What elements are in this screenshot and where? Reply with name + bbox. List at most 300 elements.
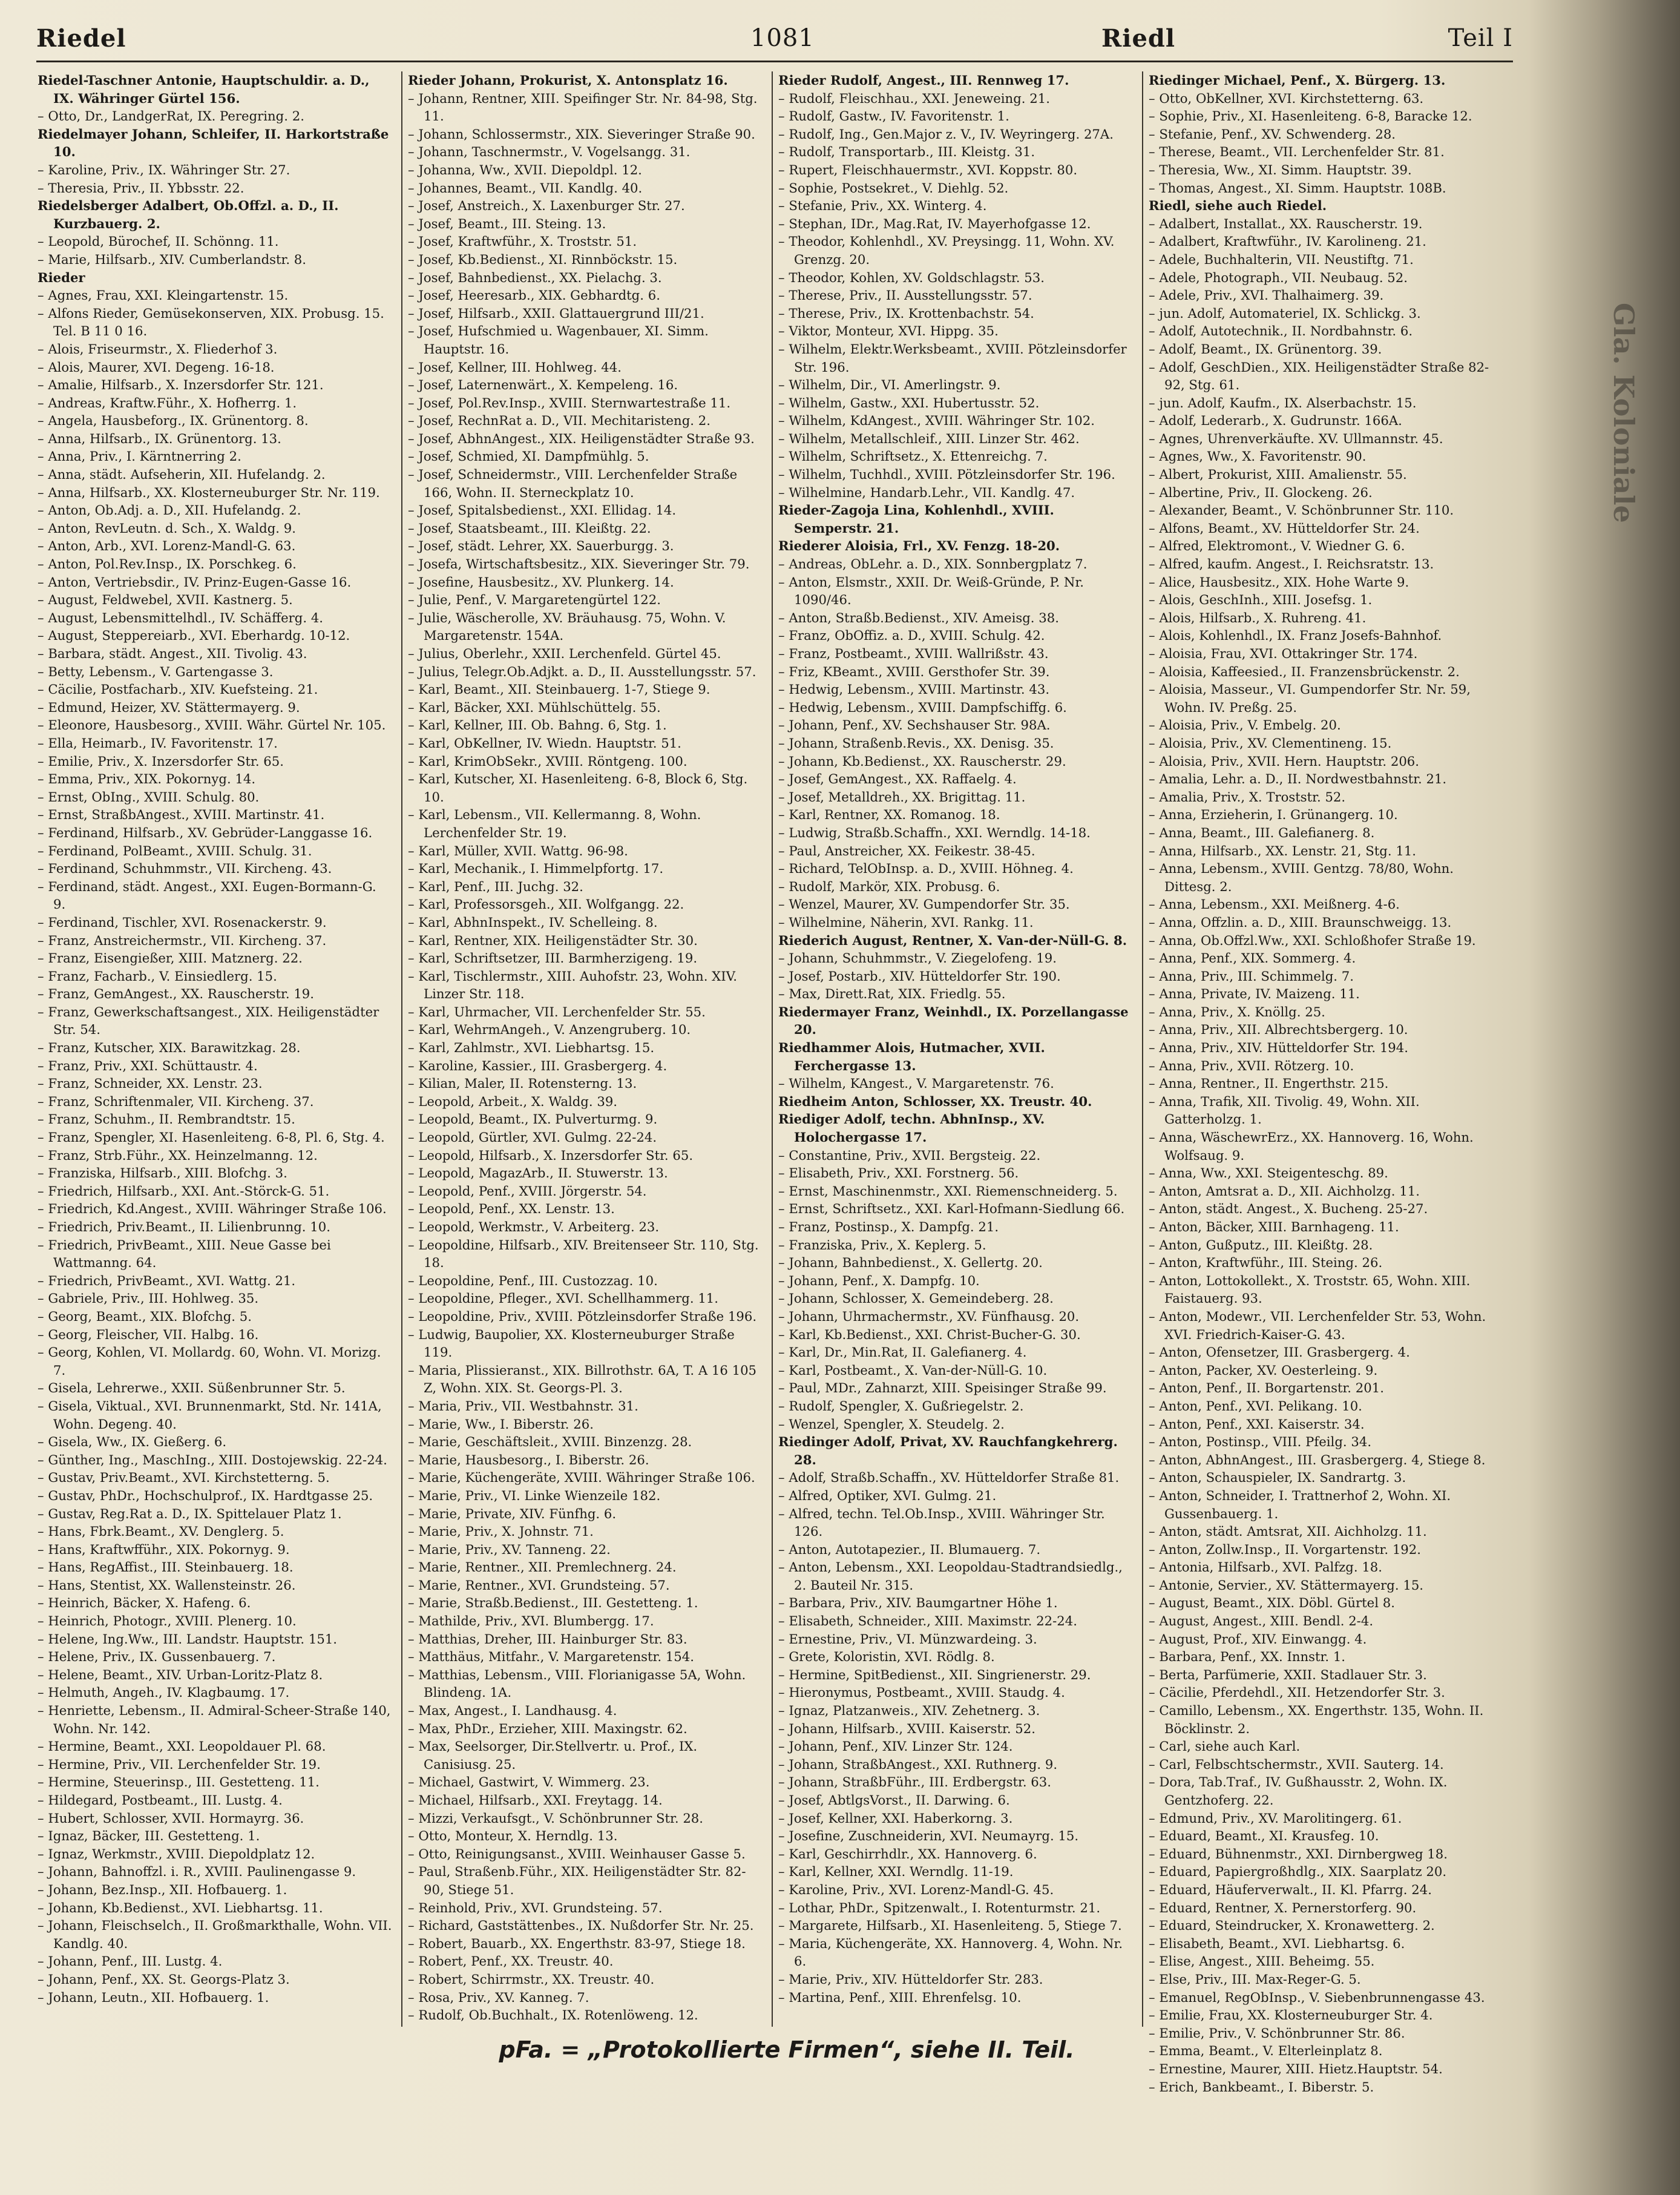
directory-entry: – Ludwig, Baupolier, XX. Klosterneuburger Straße 119.: [408, 1326, 735, 1360]
directory-entry: – Julie, Wäscherolle, XV. Bräuhausg. 75, Wohn. V. Margaretenstr. 154A.: [408, 610, 726, 643]
directory-entry: – Amalia, Lehr. a. D., II. Nordwestbahnstr. 21.: [1149, 771, 1447, 787]
directory-entry: – Edmund, Priv., XV. Marolitingerg. 61.: [1149, 1810, 1402, 1826]
directory-entry: – Julie, Penf., V. Margaretengürtel 122.: [408, 592, 661, 608]
directory-entry: – Karl, Lebensm., VII. Kellermanng. 8, Wohn. Lerchenfelder Str. 19.: [408, 807, 701, 840]
directory-entry: – August, Beamt., XIX. Döbl. Gürtel 8.: [1149, 1595, 1395, 1611]
directory-entry: – Elisabeth, Schneider., XIII. Maximstr. 22-24.: [778, 1613, 1077, 1629]
directory-entry: – Leopold, Werkmstr., V. Arbeiterg. 23.: [408, 1219, 660, 1234]
directory-entry: – Rudolf, Transportarb., III. Kleistg. 31.: [778, 144, 1035, 160]
directory-entry: – Paul, MDr., Zahnarzt, XIII. Speisinger Straße 99.: [778, 1380, 1107, 1396]
directory-entry: – Ignaz, Werkmstr., XVIII. Diepoldplatz 12.: [38, 1846, 315, 1861]
directory-entry: – Matthias, Lebensm., VIII. Florianigasse 5A, Wohn. Blindeng. 1A.: [408, 1667, 746, 1700]
directory-entry: – Anton, AbhnAngest., III. Grasbergerg. 4, Stiege 8.: [1149, 1452, 1486, 1467]
directory-entry: – Marie, Rentner., XVI. Grundsteing. 57.: [408, 1577, 670, 1593]
directory-entry: – Paul, Anstreicher, XX. Feikestr. 38-45.: [778, 843, 1035, 858]
directory-entry: – Aloisia, Priv., XVII. Hern. Hauptstr. 206.: [1149, 753, 1420, 769]
directory-entry: – Marie, Hilfsarb., XIV. Cumberlandstr. 8.: [38, 251, 307, 267]
directory-entry: – Anna, Ww., XXI. Steigenteschg. 89.: [1149, 1165, 1388, 1181]
directory-entry: – Karl, AbhnInspekt., IV. Schelleing. 8.: [408, 914, 658, 930]
directory-entry: Riedel-Taschner Antonie, Hauptschuldir. a. D., IX. Währinger Gürtel 156.: [38, 73, 370, 106]
directory-entry: – Alfons Rieder, Gemüsekonserven, XIX. Probusg. 15. Tel. B 11 0 16.: [38, 305, 384, 339]
directory-entry: – Anna, städt. Aufseherin, XII. Hufelandg. 2.: [38, 467, 326, 482]
directory-entry: – Hans, Stentist, XX. Wallensteinstr. 26.: [38, 1577, 296, 1593]
directory-entry: – Anna, Penf., XIX. Sommerg. 4.: [1149, 950, 1356, 966]
column-1: [38, 71, 392, 2027]
directory-entry: – Betty, Lebensm., V. Gartengasse 3.: [38, 663, 274, 679]
directory-entry: – Johann, Rentner, XIII. Speifinger Str. Nr. 84-98, Stg. 11.: [408, 90, 758, 124]
directory-entry: Riederer Aloisia, Frl., XV. Fenzg. 18-20.: [778, 538, 1060, 554]
directory-entry: – Rudolf, Markör, XIX. Probusg. 6.: [778, 878, 1000, 894]
directory-entry: – Leopold, Penf., XX. Lenstr. 13.: [408, 1201, 615, 1217]
directory-entry: – Leopold, Gürtler, XVI. Gulmg. 22-24.: [408, 1130, 657, 1145]
directory-entry: – Johann, Schlossermstr., XIX. Sieveringer Straße 90.: [408, 126, 755, 142]
directory-entry: – Emilie, Frau, XX. Klosterneuburger Str. 4.: [1149, 2007, 1433, 2023]
directory-entry: – Maria, Küchengeräte, XX. Hannoverg. 4, Wohn. Nr. 6.: [778, 1935, 1123, 1969]
directory-entry: – Leopold, Hilfsarb., X. Inzersdorfer Str. 65.: [408, 1147, 694, 1163]
directory-entry: – Anton, Pol.Rev.Insp., IX. Porschkeg. 6.: [38, 556, 297, 572]
directory-entry: – Johann, Kb.Bedienst., XX. Rauscherstr. 29.: [778, 753, 1066, 769]
directory-entry: – Franziska, Priv., X. Keplerg. 5.: [778, 1237, 986, 1252]
directory-entry: – Karl, Tischlermstr., XIII. Auhofstr. 23, Wohn. XIV. Linzer Str. 118.: [408, 968, 737, 1002]
directory-entry: – Anna, Priv., III. Schimmelg. 7.: [1149, 968, 1354, 984]
directory-entry: – Helmuth, Angeh., IV. Klagbaumg. 17.: [38, 1685, 290, 1700]
directory-entry: Riederich August, Rentner, X. Van-der-Nüll-G. 8.: [778, 932, 1127, 948]
directory-entry: – Johann, Leutn., XII. Hofbauerg. 1.: [38, 1989, 269, 2005]
directory-entry: – Anton, Straßb.Bedienst., XIV. Ameisg. 38.: [778, 610, 1059, 625]
directory-entry: – August, Lebensmittelhdl., IV. Schäfferg. 4.: [38, 610, 324, 625]
directory-entry: – Johann, Hilfsarb., XVIII. Kaiserstr. 52.: [778, 1720, 1035, 1736]
directory-entry: – Therese, Beamt., VII. Lerchenfelder Str. 81.: [1149, 144, 1445, 160]
directory-entry: – Elisabeth, Priv., XXI. Forstnerg. 56.: [778, 1165, 1019, 1181]
directory-entry: – Josef, Postarb., XIV. Hütteldorfer Str. 190.: [778, 968, 1061, 984]
directory-entry: – Ella, Heimarb., IV. Favoritenstr. 17.: [38, 735, 278, 751]
directory-entry: – Anton, Arb., XVI. Lorenz-Mandl-G. 63.: [38, 538, 296, 554]
directory-entry: – Marie, Private, XIV. Fünfhg. 6.: [408, 1506, 617, 1521]
directory-entry: – Josefine, Hausbesitz., XV. Plunkerg. 14.: [408, 574, 674, 590]
directory-entry: Riedinger Adolf, Privat, XV. Rauchfangkehrerg. 28.: [778, 1434, 1118, 1467]
directory-entry: – Eduard, Rentner, X. Pernerstorferg. 90.: [1149, 1900, 1417, 1915]
directory-entry: – Franz, Priv., XXI. Schüttaustr. 4.: [38, 1058, 258, 1073]
directory-entry: – Karl, Rentner, XIX. Heiligenstädter Str. 30.: [408, 932, 698, 948]
directory-entry: – Alois, GeschInh., XIII. Josefsg. 1.: [1149, 592, 1373, 608]
directory-entry: – Hans, RegAffist., III. Steinbauerg. 18.: [38, 1559, 294, 1575]
directory-entry: – Hildegard, Postbeamt., III. Lustg. 4.: [38, 1792, 283, 1808]
directory-entry: – Ferdinand, Schuhmmstr., VII. Kircheng. 43.: [38, 861, 332, 877]
directory-entry: – Karl, Rentner, XX. Romanog. 18.: [778, 807, 1000, 823]
directory-entry: – Helene, Beamt., XIV. Urban-Loritz-Platz 8.: [38, 1667, 323, 1682]
directory-entry: – Franz, Schriftenmaler, VII. Kircheng. 37.: [38, 1093, 314, 1109]
directory-entry: – Anna, Hilfsarb., XX. Lenstr. 21, Stg. 11.: [1149, 843, 1417, 858]
directory-entry: – Eleonore, Hausbesorg., XVIII. Währ. Gürtel Nr. 105.: [38, 717, 386, 733]
directory-entry: – Anton, Bäcker, XIII. Barnhageng. 11.: [1149, 1219, 1399, 1234]
column-2: [408, 71, 763, 2027]
directory-entry: – Karoline, Kassier., III. Grasbergerg. 4.: [408, 1058, 668, 1073]
directory-entry: – Josef, Spitalsbedienst., XXI. Ellidag. 14.: [408, 502, 677, 518]
directory-entry: – Alexander, Beamt., V. Schönbrunner Str. 110.: [1149, 502, 1454, 518]
directory-entry: – Karl, KrimObSekr., XVIII. Röntgeng. 100.: [408, 753, 687, 769]
directory-entry: – Josef, Kellner, III. Hohlweg. 44.: [408, 359, 622, 375]
directory-entry: – Angela, Hausbeforg., IX. Grünentorg. 8.: [38, 413, 309, 429]
directory-entry: – Anton, Schauspieler, IX. Sandrartg. 3.: [1149, 1470, 1406, 1486]
directory-entry: – Hubert, Schlosser, XVII. Hormayrg. 36.: [38, 1810, 304, 1826]
directory-entry: – Josef, Schmied, XI. Dampfmühlg. 5.: [408, 449, 649, 464]
directory-entry: – Sophie, Postsekret., V. Diehlg. 52.: [778, 180, 1009, 196]
volume-label: Teil I: [1448, 24, 1513, 52]
directory-entry: – Hermine, Steuerinsp., III. Gestetteng. 11.: [38, 1774, 320, 1790]
directory-entry: – Gustav, PhDr., Hochschulprof., IX. Hardtgasse 25.: [38, 1487, 373, 1503]
directory-entry: – Camillo, Lebensm., XX. Engerthstr. 135, Wohn. II. Böcklinstr. 2.: [1149, 1703, 1484, 1736]
directory-entry: – Ernst, Schriftsetz., XXI. Karl-Hofmann-Siedlung 66.: [778, 1201, 1125, 1217]
directory-entry: – Marie, Straßb.Bedienst., III. Gestetteng. 1.: [408, 1595, 698, 1611]
directory-entry: – Ferdinand, Tischler, XVI. Rosenackerstr. 9.: [38, 914, 327, 930]
directory-entry: – Hermine, Priv., VII. Lerchenfelder Str. 19.: [38, 1756, 321, 1772]
directory-entry: – Matthias, Dreher, III. Hainburger Str. 83.: [408, 1631, 687, 1647]
directory-entry: – Anna, WäschewrErz., XX. Hannoverg. 16, Wohn. Wolfsaug. 9.: [1149, 1130, 1474, 1163]
directory-entry: – Mathilde, Priv., XVI. Blumbergg. 17.: [408, 1613, 654, 1629]
directory-entry: – Rudolf, Ob.Buchhalt., IX. Rotenlöweng. 12.: [408, 2007, 698, 2023]
directory-entry: – Johann, Bez.Insp., XII. Hofbauerg. 1.: [38, 1881, 287, 1897]
directory-entry: – Anton, Lottokollekt., X. Troststr. 65, Wohn. XIII. Faistauerg. 93.: [1149, 1272, 1471, 1306]
directory-entry: – Anton, Postinsp., VIII. Pfeilg. 34.: [1149, 1434, 1372, 1450]
directory-entry: – Franz, Anstreichermstr., VII. Kircheng. 37.: [38, 932, 327, 948]
directory-entry: – Viktor, Monteur, XVI. Hippg. 35.: [778, 323, 999, 339]
directory-entry: – Anna, Trafik, XII. Tivolig. 49, Wohn. XII. Gatterholzg. 1.: [1149, 1093, 1420, 1127]
directory-entry: – Franz, Postbeamt., XVIII. Wallrißstr. 43.: [778, 646, 1049, 661]
directory-entry: – Marie, Geschäftsleit., XVIII. Binzenzg. 28.: [408, 1434, 692, 1450]
directory-entry: – Agnes, Frau, XXI. Kleingartenstr. 15.: [38, 288, 289, 303]
directory-entry: – Josef, Anstreich., X. Laxenburger Str. 27.: [408, 198, 685, 214]
directory-entry: – Anna, Hilfsarb., XX. Klosterneuburger Str. Nr. 119.: [38, 484, 380, 500]
directory-entry: – Hedwig, Lebensm., XVIII. Martinstr. 43.: [778, 682, 1050, 697]
directory-entry: – Amalia, Priv., X. Troststr. 52.: [1149, 789, 1346, 805]
directory-entry: – Rosa, Priv., XV. Kanneg. 7.: [408, 1989, 589, 2005]
directory-entry: – Karl, Beamt., XII. Steinbauerg. 1-7, Stiege 9.: [408, 682, 710, 697]
directory-entry: – Wilhelm, Tuchhdl., XVIII. Pötzleinsdorfer Str. 196.: [778, 467, 1115, 482]
directory-entry: – Karl, Schriftsetzer, III. Barmherzigeng. 19.: [408, 950, 698, 966]
directory-entry: – Josef, Metalldreh., XX. Brigittag. 11.: [778, 789, 1026, 805]
directory-entry: – Marie, Ww., I. Biberstr. 26.: [408, 1416, 594, 1432]
directory-entry: – Johann, StraßbFühr., III. Erdbergstr. 63.: [778, 1774, 1051, 1790]
directory-entry: – Max, PhDr., Erzieher, XIII. Maxingstr. 62.: [408, 1720, 687, 1736]
directory-entry: – Michael, Hilfsarb., XXI. Freytagg. 14.: [408, 1792, 663, 1808]
directory-entry: Riedelmayer Johann, Schleifer, II. Harkortstraße 10.: [38, 126, 389, 160]
directory-entry: – Johann, StraßbAngest., XXI. Ruthnerg. 9.: [778, 1756, 1058, 1772]
directory-entry: – Anton, Penf., XVI. Pelikang. 10.: [1149, 1398, 1362, 1413]
directory-entry: – Anna, Priv., X. Knöllg. 25.: [1149, 1004, 1325, 1019]
directory-entry: – Friedrich, Kd.Angest., XVIII. Währinger Straße 106.: [38, 1201, 387, 1217]
directory-entry: – Karl, Mechanik., I. Himmelpfortg. 17.: [408, 861, 664, 877]
directory-entry: – Leopoldine, Hilfsarb., XIV. Breitenseer Str. 110, Stg. 18.: [408, 1237, 759, 1271]
directory-entry: – Karl, Zahlmstr., XVI. Liebhartsg. 15.: [408, 1040, 655, 1056]
directory-entry: – Sophie, Priv., XI. Hasenleiteng. 6-8, Baracke 12.: [1149, 108, 1472, 124]
directory-entry: – Andreas, Kraftw.Führ., X. Hofherrg. 1.: [38, 395, 297, 410]
directory-entry: – Franz, Spengler, XI. Hasenleiteng. 6-8, Pl. 6, Stg. 4.: [38, 1130, 385, 1145]
directory-entry: – Leopoldine, Priv., XVIII. Pötzleinsdorfer Straße 196.: [408, 1308, 757, 1324]
directory-entry: – Wilhelm, KdAngest., XVIII. Währinger Str. 102.: [778, 413, 1095, 429]
directory-entry: – Anna, Private, IV. Maizeng. 11.: [1149, 986, 1360, 1002]
directory-entry: – Otto, Dr., LandgerRat, IX. Peregring. 2.: [38, 108, 304, 124]
directory-entry: – Leopoldine, Pfleger., XVI. Schellhammerg. 11.: [408, 1291, 719, 1306]
column-3: [778, 71, 1133, 2027]
directory-entry: – Anton, Penf., II. Borgartenstr. 201.: [1149, 1380, 1384, 1396]
directory-entry: – Karl, Kutscher, XI. Hasenleiteng. 6-8, Block 6, Stg. 10.: [408, 771, 748, 805]
directory-entry: – Anton, Elsmstr., XXII. Dr. Weiß-Gründe, P. Nr. 1090/46.: [778, 574, 1084, 608]
directory-entry: – Julius, Telegr.Ob.Adjkt. a. D., II. Ausstellungsstr. 57.: [408, 663, 756, 679]
directory-entry: – Ernestine, Priv., VI. Münzwardeing. 3.: [778, 1631, 1037, 1647]
directory-entry: – Agnes, Ww., X. Favoritenstr. 90.: [1149, 449, 1367, 464]
directory-entry: – Johann, Penf., XIV. Linzer Str. 124.: [778, 1739, 1013, 1754]
directory-entry: – Carl, siehe auch Karl.: [1149, 1739, 1301, 1754]
directory-entry: – Ferdinand, PolBeamt., XVIII. Schulg. 31.: [38, 843, 312, 858]
directory-entry: – Leopold, Beamt., IX. Pulverturmg. 9.: [408, 1111, 658, 1127]
directory-entry: – Franz, Eisengießer, XIII. Matznerg. 22.: [38, 950, 303, 966]
directory-entry: – Franziska, Hilfsarb., XIII. Blofchg. 3.: [38, 1165, 287, 1181]
directory-entry: – Theresia, Priv., II. Ybbsstr. 22.: [38, 180, 244, 196]
directory-entry: Riedinger Michael, Penf., X. Bürgerg. 13.: [1149, 73, 1446, 88]
directory-entry: – Franz, Schneider, XX. Lenstr. 23.: [38, 1076, 263, 1091]
directory-entry: – Franz, GemAngest., XX. Rauscherstr. 19.: [38, 986, 315, 1002]
directory-entry: – Anton, Modewr., VII. Lerchenfelder Str. 53, Wohn. XVI. Friedrich-Kaiser-G. 43.: [1149, 1308, 1486, 1342]
directory-entry: – Stefanie, Priv., XX. Winterg. 4.: [778, 198, 987, 214]
directory-entry: – Josef, Heeresarb., XIX. Gebhardtg. 6.: [408, 288, 660, 303]
directory-entry: – Anton, Penf., XXI. Kaiserstr. 34.: [1149, 1416, 1365, 1432]
directory-entry: – Theodor, Kohlenhdl., XV. Preysingg. 11, Wohn. XV. Grenzg. 20.: [778, 234, 1115, 267]
directory-entry: – Georg, Beamt., XIX. Blofchg. 5.: [38, 1308, 252, 1324]
directory-entry: – August, Steppereiarb., XVI. Eberhardg. 10-12.: [38, 628, 350, 643]
directory-entry: – Erich, Bankbeamt., I. Biberstr. 5.: [1149, 2079, 1374, 2095]
directory-entry: – Anton, Lebensm., XXI. Leopoldau-Stadtrandsiedlg., 2. Bauteil Nr. 315.: [778, 1559, 1123, 1593]
directory-entry: – Stefanie, Penf., XV. Schwenderg. 28.: [1149, 126, 1396, 142]
directory-entry: – Robert, Schirrmstr., XX. Treustr. 40.: [408, 1971, 655, 1987]
directory-entry: – Johann, Fleischselch., II. Großmarkthalle, Wohn. VII. Kandlg. 40.: [38, 1918, 392, 1951]
directory-entry: – Robert, Penf., XX. Treustr. 40.: [408, 1953, 614, 1969]
directory-entry: – Wilhelm, Elektr.Werksbeamt., XVIII. Pötzleinsdorfer Str. 196.: [778, 341, 1127, 375]
directory-entry: – Theresia, Ww., XI. Simm. Hauptstr. 39.: [1149, 162, 1412, 177]
directory-entry: – Adolf, Lederarb., X. Gudrunstr. 166A.: [1149, 413, 1402, 429]
directory-entry: – Friedrich, PrivBeamt., XIII. Neue Gasse bei Wattmanng. 64.: [38, 1237, 331, 1271]
directory-entry: – Anton, RevLeutn. d. Sch., X. Waldg. 9.: [38, 520, 296, 536]
directory-entry: – Adalbert, Kraftwführ., IV. Karolineng. 21.: [1149, 234, 1426, 249]
directory-entry: – Josef, Kraftwführ., X. Troststr. 51.: [408, 234, 637, 249]
directory-entry: – Elisabeth, Beamt., XVI. Liebhartsg. 6.: [1149, 1935, 1405, 1951]
directory-entry: – Josef, RechnRat a. D., VII. Mechitaristeng. 2.: [408, 413, 710, 429]
directory-entry: – Aloisia, Priv., XV. Clementineng. 15.: [1149, 735, 1392, 751]
directory-entry: – Emilie, Priv., V. Schönbrunner Str. 86.: [1149, 2025, 1405, 2041]
directory-entry: Rieder Rudolf, Angest., III. Rennweg 17.: [778, 73, 1069, 88]
directory-entry: – Karl, Kellner, XXI. Werndlg. 11-19.: [778, 1864, 1014, 1880]
directory-entry: – Adolf, Straßb.Schaffn., XV. Hütteldorfer Straße 81.: [778, 1470, 1120, 1486]
directory-entry: – Anton, Zollw.Insp., II. Vorgartenstr. 192.: [1149, 1541, 1422, 1557]
footer-note: pFa. = „Protokollierte Firmen“, siehe II. Teil.: [499, 2036, 1075, 2063]
directory-entry: – Antonia, Hilfsarb., XVI. Palfzg. 18.: [1149, 1559, 1383, 1575]
directory-entry: – Rudolf, Ing., Gen.Major z. V., IV. Weyringerg. 27A.: [778, 126, 1114, 142]
directory-entry: – Elise, Angest., XIII. Beheimg. 55.: [1149, 1953, 1375, 1969]
directory-entry: – Carl, Felbschtschermstr., XVII. Sauterg. 14.: [1149, 1756, 1444, 1772]
directory-entry: – Johann, Taschnermstr., V. Vogelsangg. 31.: [408, 144, 691, 160]
directory-entry: – Hedwig, Lebensm., XVIII. Dampfschiffg. 6.: [778, 699, 1067, 715]
directory-entry: – Emilie, Priv., X. Inzersdorfer Str. 65.: [38, 753, 284, 769]
directory-entry: – Rudolf, Fleischhau., XXI. Jeneweing. 21.: [778, 90, 1050, 106]
directory-entry: – Franz, Gewerkschaftsangest., XIX. Heiligenstädter Str. 54.: [38, 1004, 379, 1038]
directory-entry: – Julius, Oberlehr., XXII. Lerchenfeld. Gürtel 45.: [408, 646, 721, 661]
directory-entry: – Antonie, Servier., XV. Stättermayerg. 15.: [1149, 1577, 1424, 1593]
directory-entry: – Aloisia, Masseur., VI. Gumpendorfer Str. Nr. 59, Wohn. IV. Preßg. 25.: [1149, 682, 1471, 715]
column-4: [1149, 71, 1503, 2095]
directory-entry: – Marie, Rentner., XII. Premlechnerg. 24.: [408, 1559, 677, 1575]
directory-entry: – Johann, Schlosser, X. Gemeindeberg. 28.: [778, 1291, 1054, 1306]
directory-entry: – Marie, Priv., XV. Tanneng. 22.: [408, 1541, 611, 1557]
directory-entry: – Johannes, Beamt., VII. Kandlg. 40.: [408, 180, 643, 196]
directory-entry: – Andreas, ObLehr. a. D., XIX. Sonnbergplatz 7.: [778, 556, 1088, 572]
directory-entry: – Karl, Penf., III. Juchg. 32.: [408, 878, 583, 894]
directory-entry: – Josef, AbtlgsVorst., II. Darwing. 6.: [778, 1792, 1010, 1808]
directory-entry: – Josef, Pol.Rev.Insp., XVIII. Sternwartestraße 11.: [408, 395, 731, 410]
directory-entry: – Anton, Amtsrat a. D., XII. Aichholzg. 11.: [1149, 1183, 1420, 1199]
directory-entry: – Otto, Monteur, X. Herndlg. 13.: [408, 1828, 618, 1844]
directory-entry: – Johann, Uhrmachermstr., XV. Fünfhausg. 20.: [778, 1308, 1080, 1324]
directory-entry: – Hieronymus, Postbeamt., XVIII. Staudg. 4.: [778, 1685, 1065, 1700]
directory-entry: – Helene, Ing.Ww., III. Landstr. Hauptstr. 151.: [38, 1631, 338, 1647]
directory-entry: – Anna, Lebensm., XXI. Meißnerg. 4-6.: [1149, 897, 1400, 912]
directory-entry: – Martina, Penf., XIII. Ehrenfelsg. 10.: [778, 1989, 1022, 2005]
directory-entry: – Rudolf, Spengler, X. Gußriegelstr. 2.: [778, 1398, 1024, 1413]
directory-entry: – Otto, ObKellner, XVI. Kirchstetterng. 63.: [1149, 90, 1424, 106]
directory-entry: – Josef, AbhnAngest., XIX. Heiligenstädter Straße 93.: [408, 430, 755, 446]
directory-entry: – Josef, Schneidermstr., VIII. Lerchenfelder Straße 166, Wohn. II. Sterneckplatz 10.: [408, 467, 738, 500]
directory-entry: – Stephan, IDr., Mag.Rat, IV. Mayerhofgasse 12.: [778, 216, 1091, 231]
directory-entry: – Friedrich, Priv.Beamt., II. Lilienbrunng. 10.: [38, 1219, 330, 1234]
directory-entry: – Eduard, Beamt., XI. Krausfeg. 10.: [1149, 1828, 1379, 1844]
directory-entry: – Ludwig, Straßb.Schaffn., XXI. Werndlg. 14-18.: [778, 824, 1091, 840]
page-edge-bleed-text: Gla. Koloniale: [1607, 303, 1640, 523]
directory-entry: – Johann, Straßenb.Revis., XX. Denisg. 35.: [778, 735, 1054, 751]
column-divider: [1142, 71, 1143, 2027]
directory-entry: – Theodor, Kohlen, XV. Goldschlagstr. 53.: [778, 269, 1045, 285]
directory-entry: – Karl, Uhrmacher, VII. Lerchenfelder Str. 55.: [408, 1004, 706, 1019]
directory-entry: – Karl, Professorsgeh., XII. Wolfgangg. 22.: [408, 897, 684, 912]
directory-entry: – Leopold, Arbeit., X. Waldg. 39.: [408, 1093, 618, 1109]
directory-entry: Riediger Adolf, techn. AbhnInsp., XV. Holochergasse 17.: [778, 1111, 1045, 1145]
directory-entry: – Josef, Kb.Bedienst., XI. Rinnböckstr. 15.: [408, 251, 678, 267]
directory-entry: – Alfred, kaufm. Angest., I. Reichsratstr. 13.: [1149, 556, 1434, 572]
directory-entry: – Wenzel, Maurer, XV. Gumpendorfer Str. 35.: [778, 897, 1070, 912]
directory-entry: – Anton, Schneider, I. Trattnerhof 2, Wohn. XI. Gussenbauerg. 1.: [1149, 1487, 1451, 1521]
directory-entry: – Anna, Offzlin. a. D., XIII. Braunschweigg. 13.: [1149, 914, 1452, 930]
directory-entry: – Josef, Kellner, XXI. Haberkorng. 3.: [778, 1810, 1013, 1826]
directory-entry: – Eduard, Häuferverwalt., II. Kl. Pfarrg. 24.: [1149, 1881, 1432, 1897]
directory-entry: – Alois, Maurer, XVI. Degeng. 16-18.: [38, 359, 275, 375]
directory-entry: – Ferdinand, städt. Angest., XXI. Eugen-Bormann-G. 9.: [38, 878, 376, 912]
directory-entry: – Adele, Buchhalterin, VII. Neustiftg. 71.: [1149, 251, 1414, 267]
directory-entry: – Eduard, Papiergroßhdlg., XIX. Saarplatz 20.: [1149, 1864, 1447, 1880]
directory-entry: – Barbara, Priv., XIV. Baumgartner Höhe 1.: [778, 1595, 1058, 1611]
directory-entry: Riedl, siehe auch Riedel.: [1149, 198, 1327, 214]
directory-entry: – Anna, Erzieherin, I. Grünangerg. 10.: [1149, 807, 1398, 823]
directory-entry: – Rupert, Fleischhauermstr., XVI. Koppstr. 80.: [778, 162, 1078, 177]
directory-entry: – Alfons, Beamt., XV. Hütteldorfer Str. 24.: [1149, 520, 1420, 536]
directory-entry: – Anna, Priv., XVII. Rötzerg. 10.: [1149, 1058, 1354, 1073]
directory-entry: – Georg, Kohlen, VI. Mollardg. 60, Wohn. VI. Morizg. 7.: [38, 1344, 381, 1378]
directory-entry: – Mizzi, Verkaufsgt., V. Schönbrunner Str. 28.: [408, 1810, 704, 1826]
directory-entry: – Richard, Gaststättenbes., IX. Nußdorfer Str. Nr. 25.: [408, 1918, 754, 1933]
directory-entry: – Wilhelm, KAngest., V. Margaretenstr. 76.: [778, 1076, 1054, 1091]
directory-entry: – Gustav, Priv.Beamt., XVI. Kirchstetterng. 5.: [38, 1470, 330, 1486]
directory-entry: – Adolf, Autotechnik., II. Nordbahnstr. 6.: [1149, 323, 1413, 339]
directory-entry: – Alois, Hilfsarb., X. Ruhreng. 41.: [1149, 610, 1367, 625]
directory-entry: – Adele, Priv., XVI. Thalhaimerg. 39.: [1149, 288, 1384, 303]
directory-entry: – Aloisia, Kaffeesied., II. Franzensbrückenstr. 2.: [1149, 663, 1460, 679]
running-head-right: Riedl: [1101, 24, 1176, 53]
page-number: 1081: [750, 24, 815, 52]
directory-entry: – Josef, städt. Lehrer, XX. Sauerburgg. 3.: [408, 538, 674, 554]
directory-entry: – Hermine, Beamt., XXI. Leopoldauer Pl. 68.: [38, 1739, 326, 1754]
directory-entry: – Alfred, techn. Tel.Ob.Insp., XVIII. Währinger Str. 126.: [778, 1506, 1105, 1539]
directory-entry: – Josef, GemAngest., XX. Raffaelg. 4.: [778, 771, 1017, 787]
directory-entry: Riedermayer Franz, Weinhdl., IX. Porzellangasse 20.: [778, 1004, 1129, 1038]
directory-entry: – Helene, Priv., IX. Gussenbauerg. 7.: [38, 1649, 276, 1665]
directory-entry: – jun. Adolf, Automateriel, IX. Schlickg. 3.: [1149, 305, 1421, 321]
directory-entry: – Josef, Beamt., III. Steing. 13.: [408, 216, 606, 231]
directory-entry: – Franz, ObOffiz. a. D., XVIII. Schulg. 42.: [778, 628, 1045, 643]
directory-entry: – Kilian, Maler, II. Rotensterng. 13.: [408, 1076, 637, 1091]
directory-entry: – Johann, Penf., X. Dampfg. 10.: [778, 1272, 980, 1288]
directory-entry: – Henriette, Lebensm., II. Admiral-Scheer-Straße 140, Wohn. Nr. 142.: [38, 1703, 391, 1736]
directory-entry: – Gisela, Lehrerwe., XXII. Süßenbrunner Str. 5.: [38, 1380, 346, 1396]
directory-entry: – Anton, Vertriebsdir., IV. Prinz-Eugen-Gasse 16.: [38, 574, 352, 590]
directory-entry: – Anton, Autotapezier., II. Blumauerg. 7.: [778, 1541, 1041, 1557]
directory-entry: – Maria, Plissieranst., XIX. Billrothstr. 6A, T. A 16 105 Z, Wohn. XIX. St. Georgs-Pl. 3.: [408, 1362, 757, 1396]
directory-entry: – Max, Angest., I. Landhausg. 4.: [408, 1703, 617, 1719]
directory-entry: – Friedrich, PrivBeamt., XVI. Wattg. 21.: [38, 1272, 296, 1288]
directory-entry: – Margarete, Hilfsarb., XI. Hasenleiteng. 5, Stiege 7.: [778, 1918, 1122, 1933]
directory-entry: – Günther, Ing., MaschIng., XIII. Dostojewskig. 22-24.: [38, 1452, 387, 1467]
directory-entry: – Johann, Schuhmmstr., V. Ziegelofeng. 19.: [778, 950, 1057, 966]
directory-entry: – Ernst, Maschinenmstr., XXI. Riemenschneiderg. 5.: [778, 1183, 1118, 1199]
directory-entry: – Alois, Friseurmstr., X. Fliederhof 3.: [38, 341, 278, 357]
directory-entry: – Paul, Straßenb.Führ., XIX. Heiligenstädter Str. 82-90, Stiege 51.: [408, 1864, 746, 1897]
directory-entry: – Matthäus, Mitfahr., V. Margaretenstr. 154.: [408, 1649, 694, 1665]
directory-entry: – Marie, Priv., VI. Linke Wienzeile 182.: [408, 1487, 661, 1503]
directory-entry: – Therese, Priv., IX. Krottenbachstr. 54.: [778, 305, 1034, 321]
directory-entry: – Otto, Reinigungsanst., XVIII. Weinhauser Gasse 5.: [408, 1846, 746, 1861]
directory-entry: – Eduard, Bühnenmstr., XXI. Dirnbergweg 18.: [1149, 1846, 1448, 1861]
directory-entry: – Barbara, Penf., XX. Innstr. 1.: [1149, 1649, 1346, 1665]
directory-entry: – Ferdinand, Hilfsarb., XV. Gebrüder-Langgasse 16.: [38, 824, 373, 840]
directory-entry: – Karl, Postbeamt., X. Van-der-Nüll-G. 10.: [778, 1362, 1048, 1378]
directory-entry: – Friedrich, Hilfsarb., XXI. Ant.-Störck-G. 51.: [38, 1183, 330, 1199]
directory-entry: Rieder-Zagoja Lina, Kohlenhdl., XVIII. Semperstr. 21.: [778, 502, 1054, 536]
directory-entry: – Johann, Penf., XX. St. Georgs-Platz 3.: [38, 1971, 290, 1987]
directory-entry: – Alice, Hausbesitz., XIX. Hohe Warte 9.: [1149, 574, 1409, 590]
directory-entry: – Ignaz, Bäcker, III. Gestetteng. 1.: [38, 1828, 260, 1844]
directory-entry: – Marie, Priv., XIV. Hütteldorfer Str. 283.: [778, 1971, 1043, 1987]
directory-entry: – Leopold, Penf., XVIII. Jörgerstr. 54.: [408, 1183, 647, 1199]
directory-entry: – Gisela, Ww., IX. Gießerg. 6.: [38, 1434, 227, 1450]
directory-entry: – Anna, Lebensm., XVIII. Gentzg. 78/80, Wohn. Dittesg. 2.: [1149, 861, 1454, 894]
directory-entry: – Rudolf, Gastw., IV. Favoritenstr. 1.: [778, 108, 1009, 124]
directory-entry: – Max, Dirett.Rat, XIX. Friedlg. 55.: [778, 986, 1006, 1002]
directory-entry: – August, Feldwebel, XVII. Kastnerg. 5.: [38, 592, 293, 608]
directory-entry: – Franz, Facharb., V. Einsiedlerg. 15.: [38, 968, 277, 984]
directory-entry: – Karl, Dr., Min.Rat, II. Galefianerg. 4.: [778, 1344, 1027, 1360]
directory-entry: – Wilhelm, Metallschleif., XIII. Linzer Str. 462.: [778, 430, 1080, 446]
directory-entry: – Max, Seelsorger, Dir.Stellvertr. u. Prof., IX. Canisiusg. 25.: [408, 1739, 698, 1772]
directory-entry: – August, Prof., XIV. Einwangg. 4.: [1149, 1631, 1367, 1647]
directory-entry: – Wilhelmine, Näherin, XVI. Rankg. 11.: [778, 914, 1034, 930]
directory-entry: – Leopold, Bürochef, II. Schönng. 11.: [38, 234, 279, 249]
directory-entry: – Josef, Bahnbedienst., XX. Pielachg. 3.: [408, 269, 662, 285]
directory-entry: – Anna, Hilfsarb., IX. Grünentorg. 13.: [38, 430, 281, 446]
